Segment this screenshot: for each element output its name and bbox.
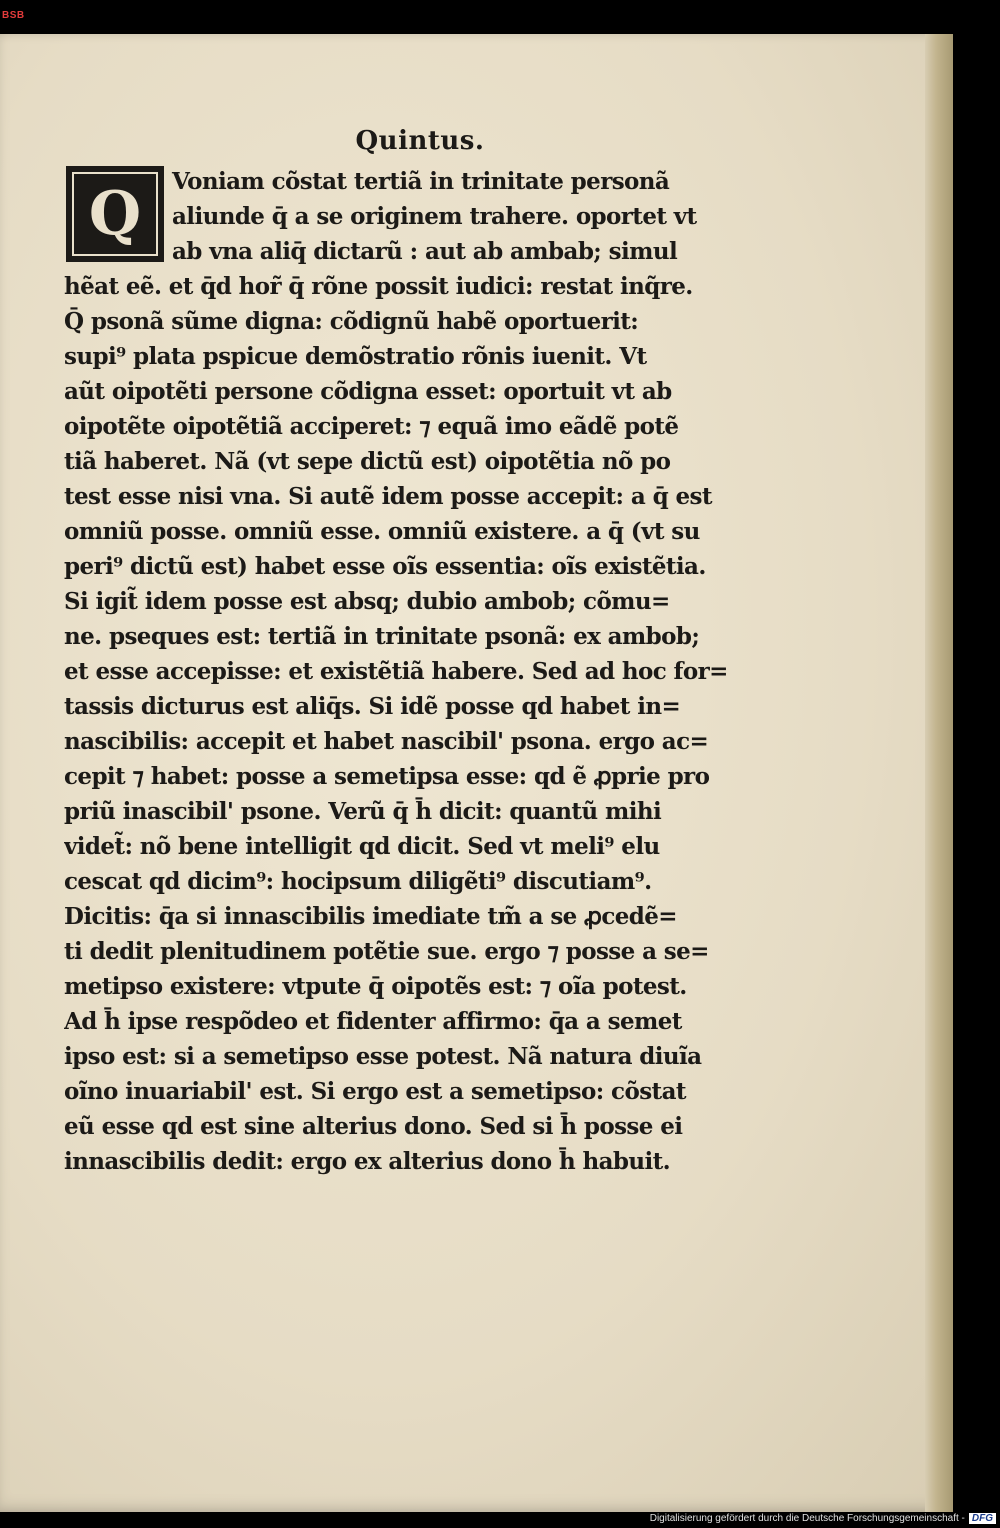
text-line: oĩno inuariabil' est. Si ergo est a semetipso: cõstat [64,1078,686,1105]
text-line: ne. pseques est: tertiã in trinitate psonã: ex ambob; [64,623,700,650]
text-line: metipso existere: vtpute q̄ oipotẽs est: ⁊ oĩa potest. [64,973,687,1000]
text-line: tiã haberet. Nã (vt sepe dictũ est) oipotẽtia nõ po [64,448,671,475]
text-line: Si igit̃ idem posse est absq; dubio ambob; cõmu= [64,588,670,615]
text-line: cepit ⁊ habet: posse a semetipsa esse: qd ẽ ꝓprie pro [64,763,710,790]
text-line: nascibilis: accepit et habet nascibil' psona. ergo ac= [64,728,709,755]
text-line: Q̄ psonã sũme digna: cõdignũ habẽ oportuerit: [64,308,639,335]
text-line: eũ esse qd est sine alterius dono. Sed si h̄ posse ei [64,1113,683,1140]
text-line: cescat qd dicim⁹: hocipsum diligẽti⁹ discutiam⁹. [64,868,652,895]
text-line: priũ inascibil' psone. Verũ q̄ h̄ dicit: quantũ mihi [64,798,662,825]
page-edge [925,34,953,1512]
text-line: supi⁹ plata pspicue demõstratio rõnis iuenit. Vt [64,343,647,370]
text-line: Dicitis: q̄a si innascibilis imediate tm̃ a se ꝓcedẽ= [64,903,677,930]
text-line: videt̃: nõ bene intelligit qd dicit. Sed vt meli⁹ elu [64,833,660,860]
text-line: innascibilis dedit: ergo ex alterius dono h̄ habuit. [64,1148,671,1175]
page-heading: Quintus. [355,126,485,156]
dfg-logo: DFG [969,1513,996,1524]
funding-text: Digitalisierung gefördert durch die Deutsche Forschungsgemeinschaft - [649,1513,965,1524]
text-line: omniũ posse. omniũ esse. omniũ existere. a q̄ (vt su [64,518,700,545]
text-line: ab vna aliq̄ dictarũ : aut ab ambab; simul [172,238,678,265]
text-line: test esse nisi vna. Si autẽ idem posse accepit: a q̄ est [64,483,712,510]
text-line: tassis dicturus est aliq̄s. Si idẽ posse qd habet in= [64,693,681,720]
text-line: aliunde q̄ a se originem trahere. oportet vt [172,203,697,230]
text-line: oipotẽte oipotẽtiã acciperet: ⁊ equã imo eãdẽ potẽ [64,413,679,440]
text-line: ti dedit plenitudinem potẽtie sue. ergo ⁊ posse a se= [64,938,709,965]
text-line: Ad h̄ ipse respõdeo et fidenter affirmo: q̄a a semet [64,1008,682,1035]
text-line: aũt oipotẽti persone cõdigna esset: oportuit vt ab [64,378,672,405]
initial-letter: Q [72,172,158,256]
text-line: ipso est: si a semetipso esse potest. Nã natura diuĩa [64,1043,702,1070]
funding-footer [650,1513,996,1524]
body-text [64,164,764,1179]
text-line: et esse accepisse: et existẽtiã habere. Sed ad hoc for= [64,658,728,685]
text-line: peri⁹ dictũ est) habet esse oĩs essentia: oĩs existẽtia. [64,553,706,580]
library-mark: BSB [2,10,25,21]
text-line: hẽat eẽ. et q̄d hor̃ q̄ rõne possit iudici: restat inq̃re. [64,273,693,300]
text-line: Voniam cõstat tertiã in trinitate personã [172,168,670,195]
